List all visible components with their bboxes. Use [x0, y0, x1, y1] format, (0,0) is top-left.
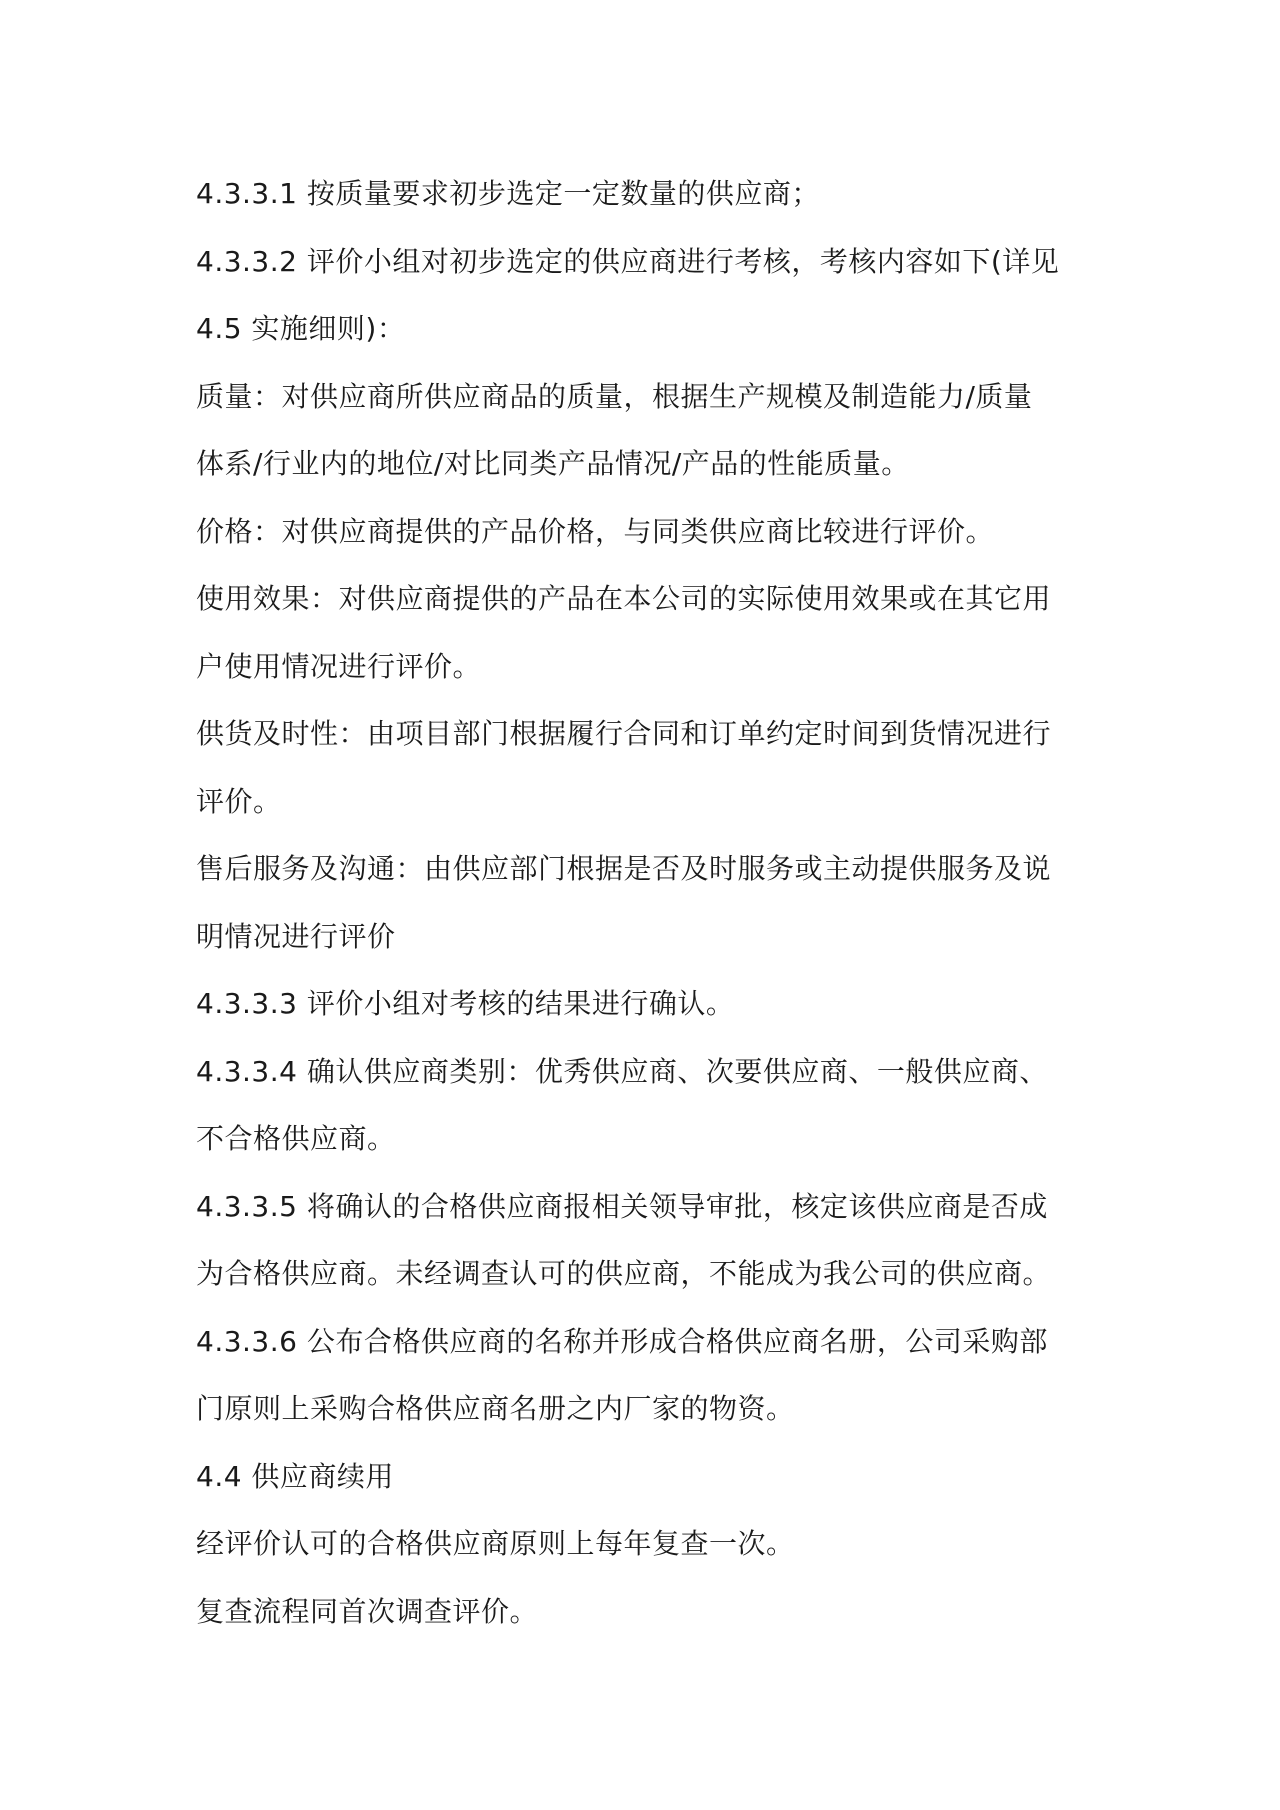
- criterion-quality-continued: 体系/行业内的地位/对比同类产品情况/产品的性能质量。: [196, 447, 910, 480]
- clause-4-3-3-5-continued: 为合格供应商。未经调查认可的供应商，不能成为我公司的供应商。: [196, 1257, 1052, 1290]
- criterion-usage-effect-continued: 户使用情况进行评价。: [196, 649, 482, 683]
- criterion-after-sales: 售后服务及沟通：由供应部门根据是否及时服务或主动提供服务及说: [196, 852, 1052, 885]
- clause-4-3-3-5: 4.3.3.5 将确认的合格供应商报相关领导审批，核定该供应商是否成: [196, 1189, 1048, 1223]
- criterion-quality: 质量：对供应商所供应商品的质量，根据生产规模及制造能力/质量: [196, 379, 1033, 413]
- clause-4-3-3-6: 4.3.3.6 公布合格供应商的名称并形成合格供应商名册，公司采购部: [196, 1324, 1048, 1358]
- clause-4-3-3-1: 4.3.3.1 按质量要求初步选定一定数量的供应商；: [196, 177, 820, 210]
- criterion-usage-effect: 使用效果：对供应商提供的产品在本公司的实际使用效果或在其它用: [196, 582, 1052, 615]
- clause-4-3-3-3: 4.3.3.3 评价小组对考核的结果进行确认。: [196, 987, 735, 1020]
- clause-4-3-3-2-continued: 4.5 实施细则)：: [196, 312, 406, 345]
- clause-4-3-3-4-continued: 不合格供应商。: [196, 1122, 396, 1155]
- renewal-rule: 经评价认可的合格供应商原则上每年复查一次。: [196, 1527, 795, 1560]
- section-heading-4-4: 4.4 供应商续用: [196, 1459, 394, 1493]
- criterion-price: 价格：对供应商提供的产品价格，与同类供应商比较进行评价。: [196, 514, 995, 548]
- criterion-after-sales-continued: 明情况进行评价: [196, 919, 396, 953]
- review-process: 复查流程同首次调查评价。: [196, 1594, 539, 1628]
- criterion-delivery-timeliness-continued: 评价。: [196, 784, 282, 818]
- clause-4-3-3-6-continued: 门原则上采购合格供应商名册之内厂家的物资。: [196, 1392, 795, 1425]
- clause-4-3-3-4: 4.3.3.4 确认供应商类别：优秀供应商、次要供应商、一般供应商、: [196, 1054, 1048, 1088]
- criterion-delivery-timeliness: 供货及时性：由项目部门根据履行合同和订单约定时间到货情况进行: [196, 717, 1052, 750]
- document-body: [196, 160, 1096, 1645]
- clause-4-3-3-2: 4.3.3.2 评价小组对初步选定的供应商进行考核，考核内容如下(详见: [196, 244, 1060, 278]
